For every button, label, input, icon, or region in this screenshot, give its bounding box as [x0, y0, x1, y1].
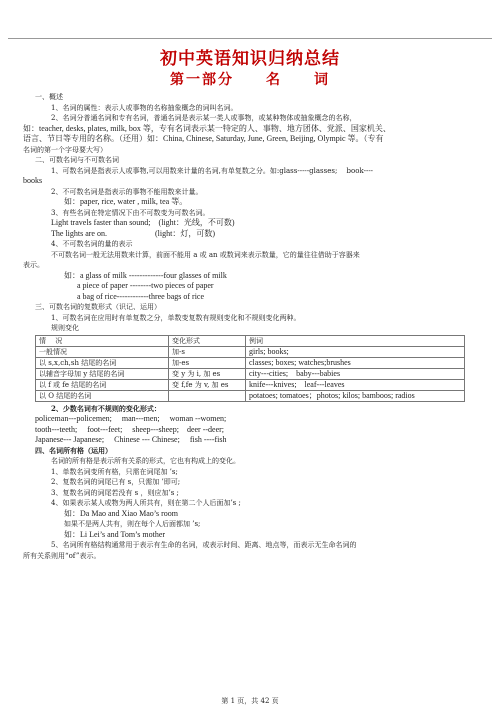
- paragraph-line: 3、有些名词在特定情况下由不可数变为可数名词。: [51, 208, 210, 217]
- paragraph-line: a piece of paper --------two pieces of paper: [77, 281, 214, 290]
- table-cell: potatoes; tomatoes；photos; kilos; bamboos; radios: [246, 390, 465, 401]
- paragraph-line: 2、不可数名词是指表示的事物不能用数来计量。: [51, 187, 203, 196]
- table-cell: 变 y 为 i, 加 es: [169, 368, 246, 379]
- paragraph-line: 如：paper, rice, water , milk, tea 等。: [64, 197, 188, 206]
- plural-rules-table: [35, 335, 465, 402]
- paragraph-line: policeman---policemen; man---men; woman --women;: [35, 414, 227, 423]
- table-cell: 加-es: [169, 357, 246, 368]
- table-row: [36, 346, 465, 357]
- paragraph-line: 所有关系则用“of”表示。: [23, 551, 101, 560]
- section-title: 第一部分 名 词: [170, 72, 330, 88]
- paragraph-line: 2、复数名词的词尾已有 s，只需加 ’即可;: [51, 478, 181, 486]
- paragraph-line: 语言、节日等专用的名称。（还用）如：China, Chinese, Saturday, June, Green, Beijing, Olympic 等。（专有: [23, 134, 384, 143]
- table-header-cell: 例词: [246, 335, 465, 346]
- table-header-cell: 情 况: [36, 335, 169, 346]
- section-heading: 二、可数名词与不可数名词: [35, 156, 119, 164]
- table-cell: 以 O 结尾的名词: [36, 390, 169, 401]
- paragraph-line: 如：a glass of milk -------------four glasses of milk: [64, 270, 227, 280]
- section-heading: 三、可数名词的复数形式（识记、运用）: [35, 303, 161, 311]
- paragraph-line: Light travels faster than sound; (light：光线，不可数): [51, 218, 235, 227]
- paragraph-line: 名词的所有格是表示所有关系的形式，它也有构成上的变化。: [51, 457, 240, 465]
- table-cell: 以 f 或 fe 结尾的名词: [36, 379, 169, 390]
- table-cell: 以 s,x,ch,sh 结尾的名词: [36, 357, 169, 368]
- section-heading: 四、名词所有格（运用）: [35, 445, 112, 455]
- table-cell: 以辅音字母加 y 结尾的名词: [36, 368, 169, 379]
- paragraph-line: a bag of rice------------three bags of rice: [77, 291, 205, 301]
- paragraph-line: 名词的第一个字母要大写）: [23, 145, 107, 154]
- section-heading: 一、概述: [35, 93, 63, 101]
- paragraph-line: 1、可数名词在应用时有单复数之分，单数变复数有规则变化和不规则变化两种。: [51, 313, 301, 322]
- paragraph-line: books: [23, 176, 43, 185]
- paragraph-line: 如果不是两人共有，则在每个人后面都加 ’s;: [64, 520, 201, 528]
- table-cell: knife---knives; leaf---leaves: [246, 379, 465, 390]
- paragraph-line: 如：teacher, desks, plates, milk, box 等，专有名词表示某一特定的人、事物、地方团体、党派、国家机关、: [23, 123, 391, 133]
- paragraph-line: 如：Da Mao and Xiao Mao’s room: [64, 508, 178, 518]
- table-cell: city---cities; baby---babies: [246, 368, 465, 379]
- table-cell: 加-s: [169, 346, 246, 357]
- paragraph-line: 1、单数名词变所有格，只需在词尾加 ’s;: [51, 467, 178, 476]
- paragraph-line: 4、不可数名词的量的表示: [51, 240, 133, 248]
- paragraph-line: Japanese--- Japanese; Chinese --- Chinese; fish ----fish: [35, 435, 227, 444]
- paragraph-line: The lights are on. (light：灯，可数): [51, 228, 215, 238]
- table-cell: [169, 390, 246, 401]
- table-header-row: [36, 335, 465, 346]
- table-row: [36, 390, 465, 401]
- table-cell: 一般情况: [36, 346, 169, 357]
- paragraph-line: 规则变化: [51, 324, 79, 332]
- header-rule: [8, 38, 492, 39]
- paragraph-line: 1、名词的属性：表示人或事物的名称抽象概念的词叫名词。: [51, 103, 238, 112]
- paragraph-line: 1、可数名词是指表示人或事物,可以用数来计量的名词,有单复数之分。如:glass-----glasses; book----: [51, 166, 374, 175]
- table-cell: 变 f,fe 为 v, 加 es: [169, 379, 246, 390]
- paragraph-line: 2、名词分普通名词和专有名词，普通名词是表示某一类人或事物，或某种物体或抽象概念的名称，: [51, 114, 357, 122]
- table-row: [36, 368, 465, 379]
- paragraph-line: 表示。: [23, 261, 44, 269]
- paragraph-line: 4、如果表示某人或物为两人所共有，则在第二个人后面加’s ;: [51, 499, 241, 507]
- document-body: [23, 92, 475, 561]
- paragraph-line: 不可数名词一般无法用数来计算，前面不能用 a 或 an 或数词来表示数量，它的量往往借助于容器来: [51, 250, 360, 259]
- table-row: [36, 357, 465, 368]
- paragraph-line: 5、名词所有格结构通常用于表示有生命的名词，或表示时间、距离、地点等，而表示无生命名词的: [51, 541, 357, 549]
- paragraph-line: tooth---teeth; foot---feet; sheep---sheep; deer --deer;: [35, 424, 225, 434]
- table-header-cell: 变化形式: [169, 335, 246, 346]
- table-cell: girls; books;: [246, 346, 465, 357]
- paragraph-line: 2、少数名词有不规则的变化形式：: [51, 403, 161, 413]
- page-number: 第 1 页，共 42 页: [221, 697, 279, 705]
- table-cell: classes; boxes; watches;brushes: [246, 357, 465, 368]
- table-row: [36, 379, 465, 390]
- paragraph-line: 3、复数名词的词尾若没有 s ，则应加’s ;: [51, 488, 179, 497]
- paragraph-line: 如：Li Lei’s and Tom’s mother: [64, 529, 166, 539]
- document-title: 初中英语知识归纳总结: [160, 49, 340, 69]
